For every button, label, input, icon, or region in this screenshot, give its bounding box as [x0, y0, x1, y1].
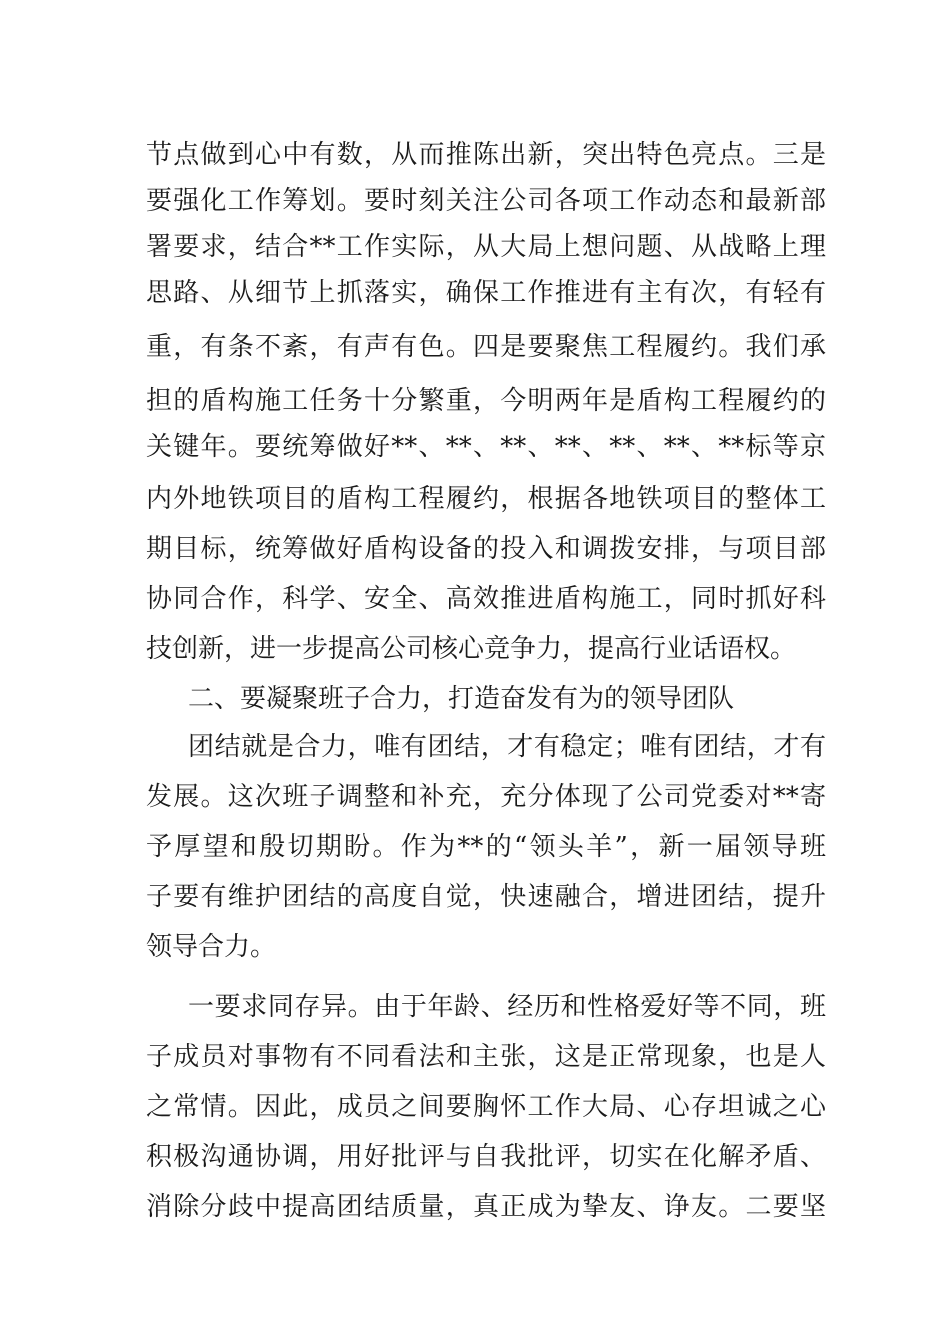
- text-line-14: 发展。这次班子调整和补充，充分体现了公司党委对**寄: [146, 782, 826, 812]
- text-line-22: 消除分歧中提高团结质量，真正成为挚友、诤友。二要坚: [146, 1192, 826, 1222]
- text-line-9: 期目标，统筹做好盾构设备的投入和调拨安排，与项目部: [146, 534, 826, 564]
- text-line-8: 内外地铁项目的盾构工程履约，根据各地铁项目的整体工: [146, 484, 826, 514]
- text-line-7: 关键年。要统筹做好**、**、**、**、**、**、**标等京: [146, 432, 826, 462]
- text-line-20: 之常情。因此，成员之间要胸怀工作大局、心存坦诚之心: [146, 1092, 826, 1122]
- text-line-11: 技创新，进一步提高公司核心竞争力，提高行业话语权。: [146, 634, 797, 664]
- text-line-16: 子要有维护团结的高度自觉，快速融合，增进团结，提升: [146, 882, 826, 912]
- text-line-3: 署要求，结合**工作实际，从大局上想问题、从战略上理: [146, 232, 826, 262]
- text-line-10: 协同合作，科学、安全、高效推进盾构施工，同时抓好科: [146, 584, 826, 614]
- text-line-18: 一要求同存异。由于年龄、经历和性格爱好等不同，班: [188, 992, 826, 1022]
- section-heading: 二、要凝聚班子合力，打造奋发有为的领导团队: [188, 684, 735, 714]
- text-line-13: 团结就是合力，唯有团结，才有稳定；唯有团结，才有: [188, 732, 826, 762]
- text-line-17: 领导合力。: [146, 932, 277, 962]
- text-line-6: 担的盾构施工任务十分繁重，今明两年是盾构工程履约的: [146, 386, 826, 416]
- text-line-15: 予厚望和殷切期盼。作为**的“领头羊”，新一届领导班: [146, 832, 826, 862]
- text-line-2: 要强化工作筹划。要时刻关注公司各项工作动态和最新部: [146, 186, 826, 216]
- text-line-4: 思路、从细节上抓落实，确保工作推进有主有次，有轻有: [146, 278, 826, 308]
- text-line-1: 节点做到心中有数，从而推陈出新，突出特色亮点。三是: [146, 140, 826, 170]
- text-line-21: 积极沟通协调，用好批评与自我批评，切实在化解矛盾、: [146, 1142, 826, 1172]
- text-line-5: 重，有条不紊，有声有色。四是要聚焦工程履约。我们承: [146, 332, 826, 362]
- text-line-19: 子成员对事物有不同看法和主张，这是正常现象，也是人: [146, 1042, 826, 1072]
